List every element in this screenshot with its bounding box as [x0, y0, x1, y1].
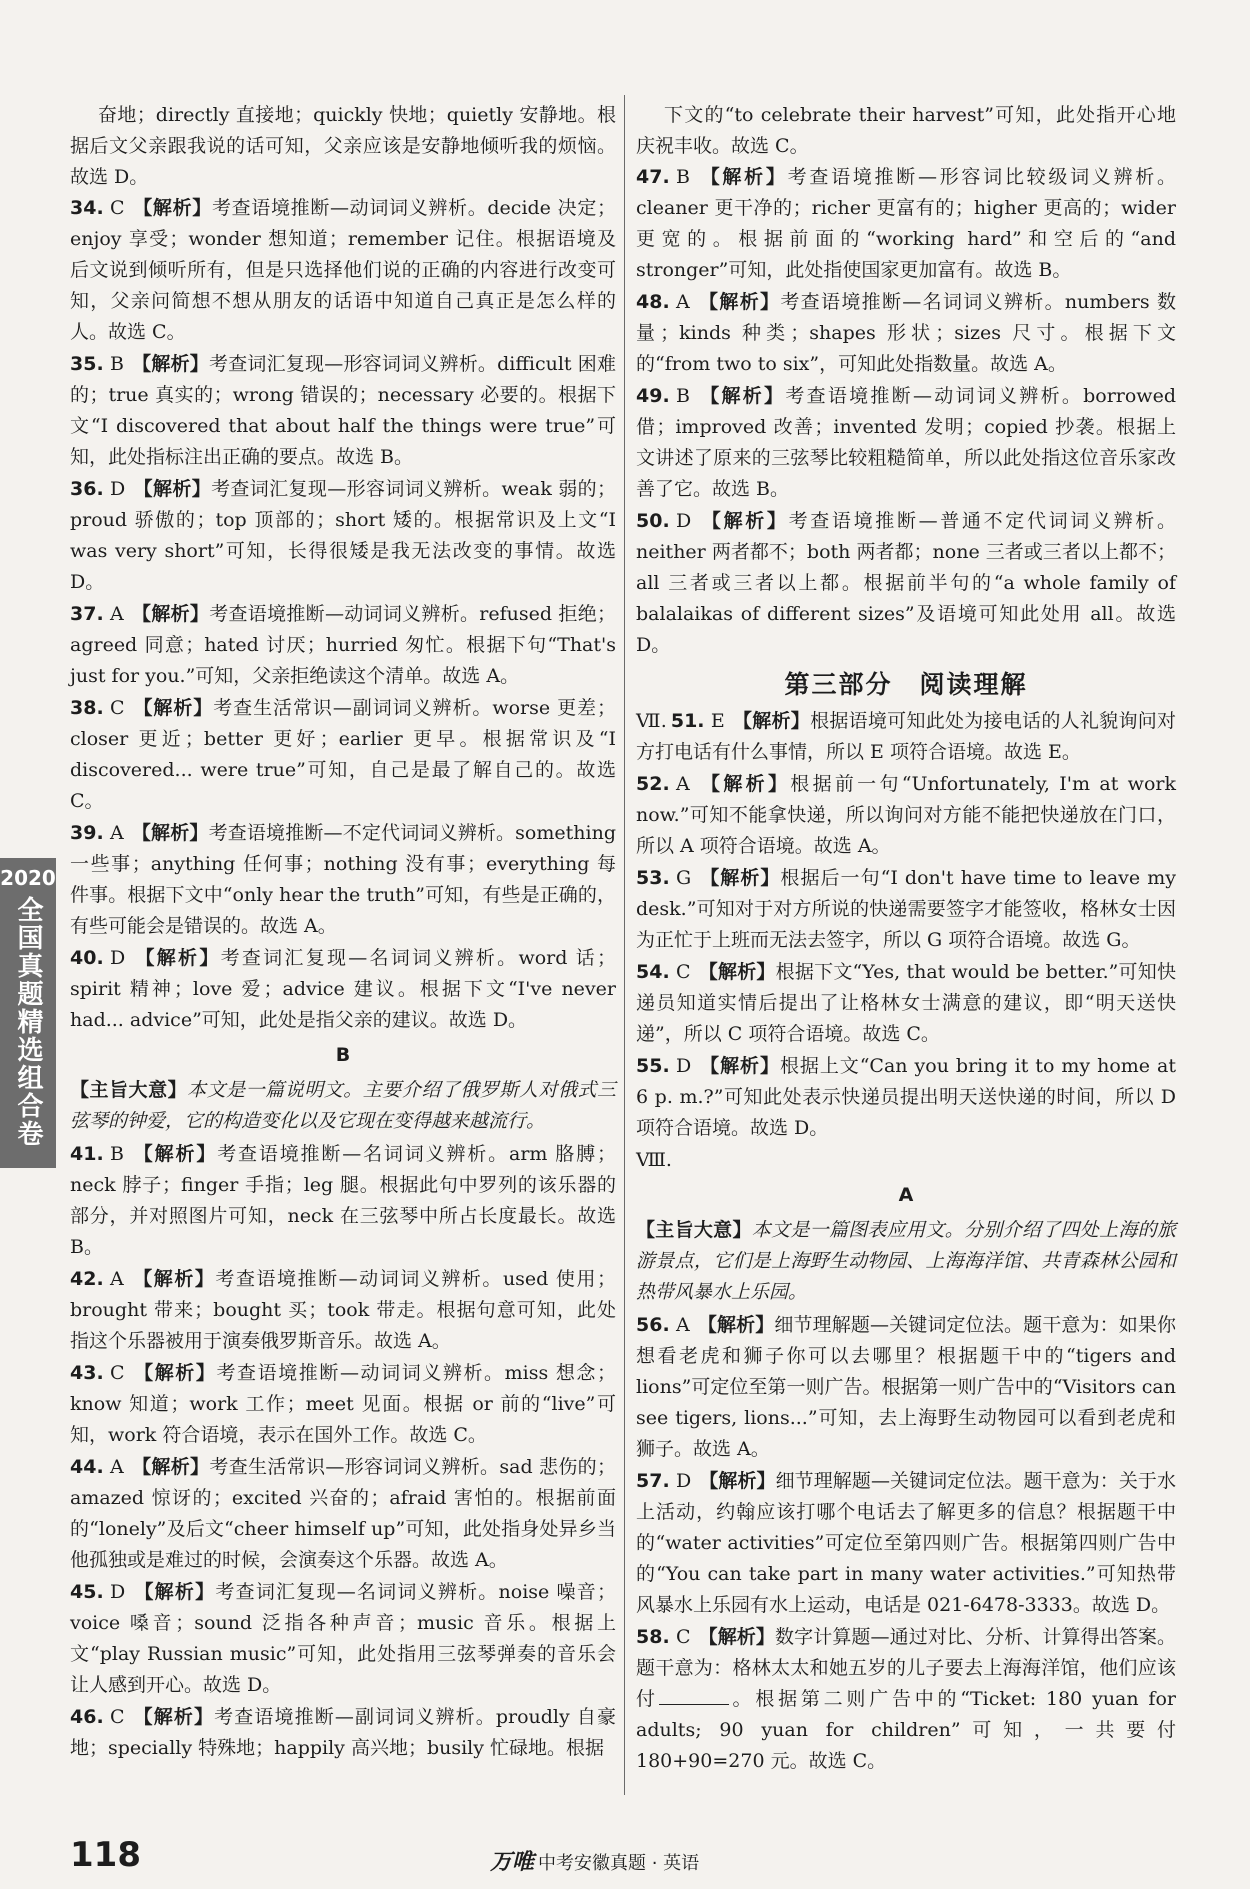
answer-item: Ⅶ. 51. E 【解析】根据语境可知此处为接电话的人礼貌询问对方打电话有什么事情，所以 E 项符合语境。故选 E。 [636, 710, 1176, 763]
roman-numeral: Ⅶ. [636, 710, 667, 732]
continued-text: 下文的“to celebrate their harvest”可知，此处指开心地庆祝丰收。故选 C。 [636, 104, 1176, 157]
answer-item: 34. C 【解析】考查语境推断—动词词义辨析。decide 决定；enjoy 享受；wonder 想知道；remember 记住。根据语境及后文说到倾听所有，但是只选择他们说的正确的内容进行改变可知，父亲问简想不想从朋友的话语中知道自己真正是怎么样的人。故选 C。 [70, 197, 616, 343]
column-divider [624, 95, 625, 1795]
answer-item: 42. A 【解析】考查语境推断—动词词义辨析。used 使用；brought 带来；bought 买；took 带走。根据句意可知，此处指这个乐器被用于演奏俄罗斯音乐。故选 A。 [70, 1268, 616, 1352]
passage-summary: 【主旨大意】本文是一篇图表应用文。分别介绍了四处上海的旅游景点，它们是上海野生动物园、上海海洋馆、共青森林公园和热带风暴水上乐园。 [636, 1219, 1176, 1303]
page-number: 118 [70, 1835, 141, 1875]
answer-item: 50. D 【解析】考查语境推断—普通不定代词词义辨析。neither 两者都不；both 两者都；none 三者或三者以上都不；all 三者或三者以上都。根据前半句的“a whole family of balalaikas of different sizes”及语境可知此处用 all。故选 D。 [636, 510, 1176, 656]
answer-item: 53. G 【解析】根据后一句“I don't have time to leave my desk.”可知对于对方所说的快递需要签字才能签收，格林女士因为正忙于上班而无法去签字，所以 G 项符合语境。故选 G。 [636, 867, 1176, 951]
right-column [636, 100, 1176, 1778]
side-tab [0, 858, 56, 1168]
brand-logo: 万唯 [490, 1850, 535, 1875]
answer-item: 39. A 【解析】考查语境推断—不定代词词义辨析。something 一些事；anything 任何事；nothing 没有事；everything 每件事。根据下文中“only hear the truth”可知，有些是正确的，有些可能会是错误的。故选 A。 [70, 822, 616, 937]
roman-numeral: Ⅷ. [636, 1149, 672, 1171]
answer-item: 49. B 【解析】考查语境推断—动词词义辨析。borrowed 借；improved 改善；invented 发明；copied 抄袭。根据上文讲述了原来的三弦琴比较粗糙简单，所以此处指这位音乐家改善了它。故选 B。 [636, 385, 1176, 500]
answer-blank [659, 1686, 729, 1705]
answer-item: 47. B 【解析】考查语境推断—形容词比较级词义辨析。cleaner 更干净的；richer 更富有的；higher 更高的；wider 更宽的。根据前面的“working hard”和空后的“and stronger”可知，此处指使国家更加富有。故选 B。 [636, 166, 1176, 281]
side-tab-title: 全国真题精选组合卷 [13, 896, 43, 1148]
answer-item: 58. C 【解析】数字计算题—通过对比、分析、计算得出答案。题干意为：格林太太和她五岁的儿子要去上海海洋馆，他们应该付 。根据第二则广告中的“Ticket: 180 yuan for adults; 90 yuan for children”可知，一共要付 180+90=270 元。故选 C。 [636, 1626, 1176, 1772]
answer-item: 36. D 【解析】考查词汇复现—形容词词义辨析。weak 弱的；proud 骄傲的；top 顶部的；short 矮的。根据常识及上文“I was very short”可知，长得很矮是我无法改变的事情。故选 D。 [70, 478, 616, 593]
passage-summary: 【主旨大意】本文是一篇说明文。主要介绍了俄罗斯人对俄式三弦琴的钟爱，它的构造变化以及它现在变得越来越流行。 [70, 1079, 616, 1132]
passage-header [636, 1145, 1176, 1211]
answer-item: 56. A 【解析】细节理解题—关键词定位法。题干意为：如果你想看老虎和狮子你可以去哪里？根据题干中的“tigers and lions”可定位至第一则广告。根据第一则广告中的“Visitors can see tigers, lions...”可知，去上海野生动物园可以看到老虎和狮子。故选 A。 [636, 1314, 1176, 1460]
answer-item: 41. B 【解析】考查语境推断—名词词义辨析。arm 胳膊；neck 脖子；finger 手指；leg 腿。根据此句中罗列的该乐器的部分，并对照图片可知，neck 在三弦琴中所占长度最长。故选 B。 [70, 1143, 616, 1258]
side-tab-year: 2020 [0, 866, 56, 890]
answer-list-part1 [70, 193, 616, 1036]
answer-list-part4 [636, 706, 1176, 1144]
answer-list-part5 [636, 1310, 1176, 1777]
passage-letter: A [898, 1184, 914, 1206]
answer-item: 52. A 【解析】根据前一句“Unfortunately, I'm at work now.”可知不能拿快递，所以询问对方能不能把快递放在门口，所以 A 项符合语境。故选 A。 [636, 773, 1176, 857]
answer-item: 43. C 【解析】考查语境推断—动词词义辨析。miss 想念；know 知道；work 工作；meet 见面。根据 or 前的“live”可知，work 符合语境，表示在国外工作。故选 C。 [70, 1362, 616, 1446]
answer-item: 55. D 【解析】根据上文“Can you bring it to my home at 6 p. m.?”可知此处表示快递员提出明天送快递的时间，所以 D 项符合语境。故选 D。 [636, 1055, 1176, 1139]
footer-title [490, 1845, 699, 1876]
answer-item: 35. B 【解析】考查词汇复现—形容词词义辨析。difficult 困难的；true 真实的；wrong 错误的；necessary 必要的。根据下文“I discovered that about half the things were true”可知，此处指标注出正确的要点。故选 B。 [70, 353, 616, 468]
answer-list-part3 [636, 162, 1176, 661]
answer-item: 54. C 【解析】根据下文“Yes, that would be better.”可知快递员知道实情后提出了让格林女士满意的建议，即“明天送快递”，所以 C 项符合语境。故选 C。 [636, 961, 1176, 1045]
passage-letter: B [335, 1044, 351, 1066]
answer-item: 48. A 【解析】考查语境推断—名词词义辨析。numbers 数量；kinds 种类；shapes 形状；sizes 尺寸。根据下文的“from two to six”，可知此处指数量。故选 A。 [636, 291, 1176, 375]
answer-item: 46. C 【解析】考查语境推断—副词词义辨析。proudly 自豪地；specially 特殊地；happily 高兴地；busily 忙碌地。根据 [70, 1706, 616, 1759]
answer-list-part2 [70, 1139, 616, 1764]
continued-text: 奋地；directly 直接地；quickly 快地；quietly 安静地。根据后文父亲跟我说的话可知，父亲应该是安静地倾听我的烦恼。故选 D。 [70, 104, 616, 188]
answer-item: 38. C 【解析】考查生活常识—副词词义辨析。worse 更差；closer 更近；better 更好；earlier 更早。根据常识及“I discovered... were true”可知，自己是最了解自己的。故选 C。 [70, 697, 616, 812]
answer-item: 45. D 【解析】考查词汇复现—名词词义辨析。noise 噪音；voice 嗓音；sound 泛指各种声音；music 音乐。根据上文“play Russian music”可知，此处指用三弦琴弹奏的音乐会让人感到开心。故选 D。 [70, 1581, 616, 1696]
book-title: 中考安徽真题 · 英语 [538, 1853, 700, 1874]
left-column [70, 100, 616, 1765]
section-title: 第三部分 阅读理解 [784, 670, 1028, 699]
answer-item: 40. D 【解析】考查词汇复现—名词词义辨析。word 话；spirit 精神；love 爱；advice 建议。根据下文“I've never had... advice”可知，此处是指父亲的建议。故选 D。 [70, 947, 616, 1031]
answer-item: 57. D 【解析】细节理解题—关键词定位法。题干意为：关于水上活动，约翰应该打哪个电话去了解更多的信息？根据题干中的“water activities”可定位至第四则广告。根据第四则广告中的“You can take part in many water activities.”可知热带风暴水上乐园有水上运动，电话是 021-6478-3333。故选 D。 [636, 1470, 1176, 1616]
answer-item: 37. A 【解析】考查语境推断—动词词义辨析。refused 拒绝；agreed 同意；hated 讨厌；hurried 匆忙。根据下句“That's just for you.”可知，父亲拒绝读这个清单。故选 A。 [70, 603, 616, 687]
answer-item: 44. A 【解析】考查生活常识—形容词词义辨析。sad 悲伤的；amazed 惊讶的；excited 兴奋的；afraid 害怕的。根据前面的“lonely”及后文“cheer himself up”可知，此处指身处异乡当他孤独或是难过的时候，会演奏这个乐器。故选 A。 [70, 1456, 616, 1571]
